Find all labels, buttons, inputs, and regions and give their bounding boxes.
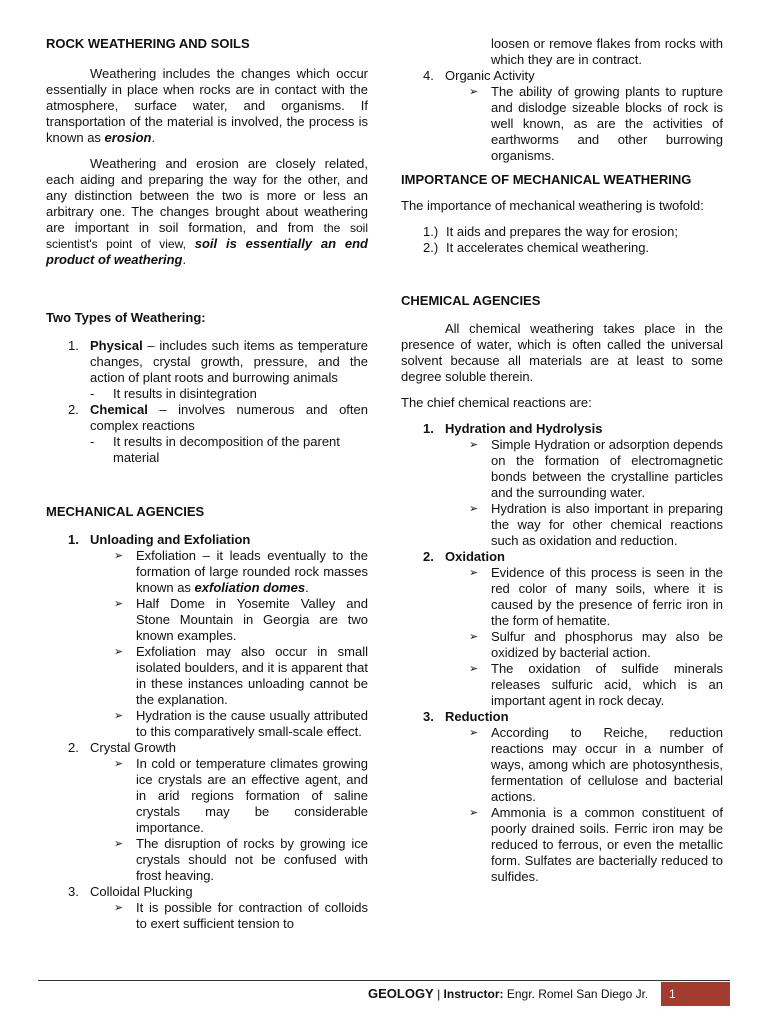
- arrow-bullet-icon: ➢: [114, 902, 124, 914]
- sub-item: - It results in decomposition of the parent material: [90, 434, 340, 465]
- mechanical-heading: MECHANICAL AGENCIES: [46, 504, 205, 519]
- arrow-bullet-icon: ➢: [469, 503, 479, 515]
- arrow-bullet-icon: ➢: [114, 838, 124, 850]
- importance-list: [401, 224, 723, 256]
- footer-rule: [38, 980, 730, 981]
- arrow-bullet-icon: ➢: [469, 631, 479, 643]
- right-column: [401, 36, 723, 885]
- list-item: 2. Crystal Growth: [68, 740, 176, 755]
- arrow-bullet-icon: ➢: [114, 598, 124, 610]
- arrow-bullet-icon: ➢: [469, 86, 479, 98]
- bullet-item: ➢ Ammonia is a common constituent of poorly drained soils. Ferric iron may be reduced to ferrous, or even the metallic form. Sulfates are bacterially reduced to sulfides.: [469, 805, 723, 884]
- mechanical-list: [46, 532, 368, 932]
- bullet-item: ➢ According to Reiche, reduction reactions may occur in a number of ways, among which are photosynthesis, fermentation of cellulose and bacterial actions.: [469, 725, 723, 804]
- list-item: 2. Chemical – involves numerous and often complex reactions: [68, 402, 368, 433]
- arrow-bullet-icon: ➢: [469, 727, 479, 739]
- soil-definition: soil is essentially an end product of weathering: [46, 236, 368, 267]
- bullet-item: ➢ Hydration is the cause usually attributed to this comparatively small-scale effect.: [114, 708, 368, 739]
- bullet-item: ➢ Sulfur and phosphorus may also be oxidized by bacterial action.: [469, 629, 723, 660]
- bullet-item: ➢ Simple Hydration or adsorption depends on the formation of electromagnetic bonds between the crystalline particles and the surrounding water.: [469, 437, 723, 500]
- arrow-bullet-icon: ➢: [114, 758, 124, 770]
- list-item: 4. Organic Activity: [423, 68, 535, 83]
- bullet-item: ➢ Half Dome in Yosemite Valley and Stone Mountain in Georgia are two known examples.: [114, 596, 368, 643]
- arrow-bullet-icon: ➢: [469, 663, 479, 675]
- list-item: 3. Colloidal Plucking: [68, 884, 193, 899]
- list-item: 3. Reduction: [423, 709, 509, 724]
- types-heading: Two Types of Weathering:: [46, 310, 206, 325]
- relation-paragraph: Weathering and erosion are closely related, each aiding and preparing the way for the other, and any distinction between the two is more or less an arbitrary one. The changes brought about weathering are important in soil formation, and from the soil scientist's point of view, soil is essentially an end product of weathering.: [46, 156, 368, 267]
- importance-intro: The importance of mechanical weathering is twofold:: [401, 198, 704, 213]
- page-number: 1: [669, 987, 676, 1001]
- list-item: 1. Unloading and Exfoliation: [68, 532, 251, 547]
- erosion-term: erosion: [104, 130, 152, 145]
- list-item: 2.) It accelerates chemical weathering.: [423, 240, 650, 255]
- course-name: GEOLOGY: [368, 986, 434, 1001]
- arrow-bullet-icon: ➢: [114, 646, 124, 658]
- list-item: 1. Hydration and Hydrolysis: [423, 421, 603, 436]
- doc-title: ROCK WEATHERING AND SOILS: [46, 36, 250, 51]
- types-list: [46, 338, 368, 466]
- sub-item: - It results in disintegration: [90, 386, 257, 401]
- list-item: 1. Physical – includes such items as temperature changes, crystal growth, pressure, and the action of plant roots and burrowing animals: [68, 338, 368, 385]
- bullet-item: ➢ The disruption of rocks by growing ice crystals should not be confused with frost heaving.: [114, 836, 368, 883]
- chemical-list: [401, 421, 723, 885]
- left-column: [46, 36, 368, 932]
- list-item: 1.) It aids and prepares the way for erosion;: [423, 224, 678, 239]
- chemical-intro: The chief chemical reactions are:: [401, 395, 592, 410]
- chemical-paragraph: All chemical weathering takes place in the presence of water, which is often called the universal solvent because all materials are at least to some degree soluble therein.: [401, 321, 723, 384]
- arrow-bullet-icon: ➢: [469, 439, 479, 451]
- page-footer: GEOLOGY | Instructor: Engr. Romel San Diego Jr.: [368, 986, 649, 1001]
- bullet-item: ➢ In cold or temperature climates growing ice crystals are an effective agent, and in arid regions formation of saline crystals may be considerable importance.: [114, 756, 368, 835]
- arrow-bullet-icon: ➢: [114, 710, 124, 722]
- importance-heading: IMPORTANCE OF MECHANICAL WEATHERING: [401, 172, 692, 187]
- bullet-item: ➢ Evidence of this process is seen in the red color of many soils, where it is caused by the presence of ferric iron in the form of hematite.: [469, 565, 723, 628]
- arrow-bullet-icon: ➢: [469, 567, 479, 579]
- arrow-bullet-icon: ➢: [114, 550, 124, 562]
- list-item: 2. Oxidation: [423, 549, 505, 564]
- bullet-item: ➢ It is possible for contraction of colloids to exert sufficient tension to: [114, 900, 368, 931]
- bullet-item: ➢ The ability of growing plants to rupture and dislodge sizeable blocks of rock is well known, as are the activities of earthworms and other burrowing organisms.: [469, 84, 723, 163]
- intro-paragraph: Weathering includes the changes which occur essentially in place when rocks are in contact with the atmosphere, surface water, and organisms. If transportation of the material is involved, the process is known as erosion.: [46, 66, 368, 145]
- bullet-item: ➢ Exfoliation – it leads eventually to the formation of large rounded rock masses known as exfoliation domes.: [114, 548, 368, 595]
- bullet-item: ➢ The oxidation of sulfide minerals releases sulfuric acid, which is an important agent in rock decay.: [469, 661, 723, 708]
- arrow-bullet-icon: ➢: [469, 807, 479, 819]
- bullet-continuation: loosen or remove flakes from rocks with which they are in contract.: [491, 36, 723, 67]
- page-number-badge: [661, 982, 730, 1006]
- bullet-item: ➢ Hydration is also important in preparing the way for other chemical reactions such as oxidation and reduction.: [469, 501, 723, 548]
- bullet-item: ➢ Exfoliation may also occur in small isolated boulders, and it is apparent that in these instances unloading cannot be the explanation.: [114, 644, 368, 707]
- instructor-name: Engr. Romel San Diego Jr.: [503, 987, 649, 1001]
- chemical-heading: CHEMICAL AGENCIES: [401, 293, 541, 308]
